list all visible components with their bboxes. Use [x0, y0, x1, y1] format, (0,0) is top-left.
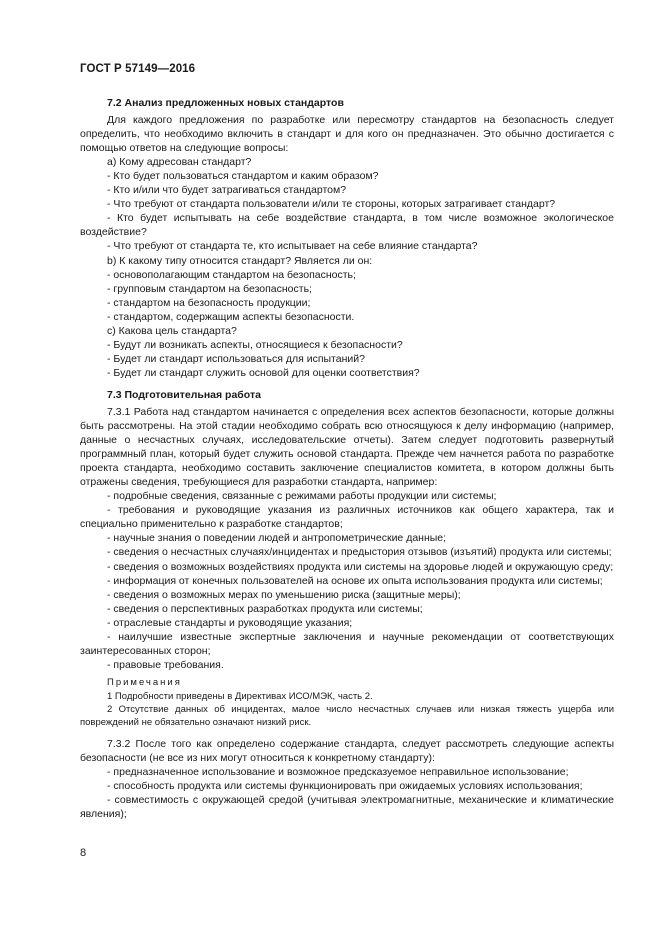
section-7-3-heading: 7.3 Подготовительная работа	[107, 388, 261, 401]
list-item: - сведения о несчастных случаях/инцидентах и предыстория отзывов (изъятий) продукта или системы;	[107, 546, 612, 559]
list-item: - Кто и/или что будет затрагиваться стандартом?	[107, 184, 347, 197]
list-item: а) Кому адресован стандарт?	[107, 156, 252, 169]
page-content	[80, 96, 614, 821]
spacer	[80, 380, 614, 388]
list-item: - стандартом на безопасность продукции;	[107, 296, 311, 309]
list-item: - основополагающим стандартом на безопасность;	[107, 268, 356, 281]
note: 1 Подробности приведены в Директивах ИСО/МЭК, часть 2.	[107, 690, 373, 702]
paragraph: 7.3.2 После того как определено содержание стандарта, следует рассмотреть следующие аспекты безопасности (не все из них могут относиться к конкретному стандарту):	[80, 737, 614, 764]
list-item: - научные знания о поведении людей и антропометрические данные;	[107, 532, 447, 545]
document-code: ГОСТ Р 57149—2016	[80, 63, 196, 75]
section-7-2-heading: 7.2 Анализ предложенных новых стандартов	[107, 97, 344, 109]
list-item: - Будет ли стандарт служить основой для оценки соответствия?	[107, 366, 420, 379]
list-item: - информация от конечных пользователей на основе их опыта использования продукта или системы;	[107, 574, 603, 587]
list-item: - сведения о возможных мерах по уменьшению риска (защитные меры);	[107, 588, 461, 601]
note: 2 Отсутствие данных об инцидентах, малое число несчастных случаев или низкая тяжесть ущерба или повреждений не обязательно означают низкий риск.	[80, 703, 614, 728]
list-item: - сведения о возможных воздействиях продукта или системы на здоровье людей и окружающую среду;	[107, 560, 614, 573]
list-item: - Кто будет испытывать на себе воздействие стандарта, в том числе возможное экологическое воздействие?	[80, 212, 614, 239]
list-item: - совместимость с окружающей средой (учитывая электромагнитные, механические и климатические явления);	[80, 794, 614, 821]
list-item: - подробные сведения, связанные с режимами работы продукции или системы;	[107, 490, 497, 503]
list-item: - Что требуют от стандарта те, кто испытывает на себе влияние стандарта?	[107, 240, 478, 253]
paragraph: Для каждого предложения по разработке или пересмотру стандартов на безопасность следует определить, что необходимо включить в стандарт и для кого он предназначен. Это обычно достигается с помощью ответов на следующие вопросы:	[80, 114, 614, 155]
list-item: - Будет ли стандарт использоваться для испытаний?	[107, 352, 365, 365]
list-item: с) Какова цель стандарта?	[107, 324, 237, 337]
page-number: 8	[80, 847, 87, 859]
list-item: - наилучшие известные экспертные заключения и научные рекомендации от соответствующих заинтересованных сторон;	[80, 630, 614, 657]
list-item: - предназначенное использование и возможное предсказуемое неправильное использование;	[107, 766, 569, 779]
list-item: - Будут ли возникать аспекты, относящиеся к безопасности?	[107, 338, 403, 351]
list-item: - Кто будет пользоваться стандартом и каким образом?	[107, 170, 379, 183]
list-item: - групповым стандартом на безопасность;	[107, 282, 312, 295]
list-item: - отраслевые стандарты и руководящие указания;	[107, 616, 353, 629]
spacer	[80, 729, 614, 737]
list-item: b) К какому типу относится стандарт? Является ли он:	[107, 254, 373, 267]
list-item: - правовые требования.	[107, 658, 224, 671]
list-item: - способность продукта или системы функционировать при ожидаемых условиях использования;	[107, 780, 583, 793]
paragraph: 7.3.1 Работа над стандартом начинается с определения всех аспектов безопасности, которые должны быть рассмотрены. На этой стадии необходимо собрать всю относящуюся к делу информацию (например, данные о несчастных случаях, исследовательские отчеты). Затем следует подготовить развернутый программный план, который будет служить основой стандарта. Прежде чем начнется работа по разработке проекта стандарта, необходимо составить заключение специалистов комитета, в котором должны быть отражены сведения, требующиеся для разработки стандарта, например:	[80, 405, 614, 489]
list-item: - требования и руководящие указания из различных источников как общего характера, так и специально применительно к разработке стандартов;	[80, 504, 614, 531]
list-item: - сведения о перспективных разработках продукта или системы;	[107, 602, 423, 615]
notes-title: Примечания	[107, 676, 182, 688]
list-item: - Что требуют от стандарта пользователи и/или те стороны, которых затрагивает стандарт?	[107, 198, 556, 211]
list-item: - стандартом, содержащим аспекты безопасности.	[107, 310, 355, 323]
